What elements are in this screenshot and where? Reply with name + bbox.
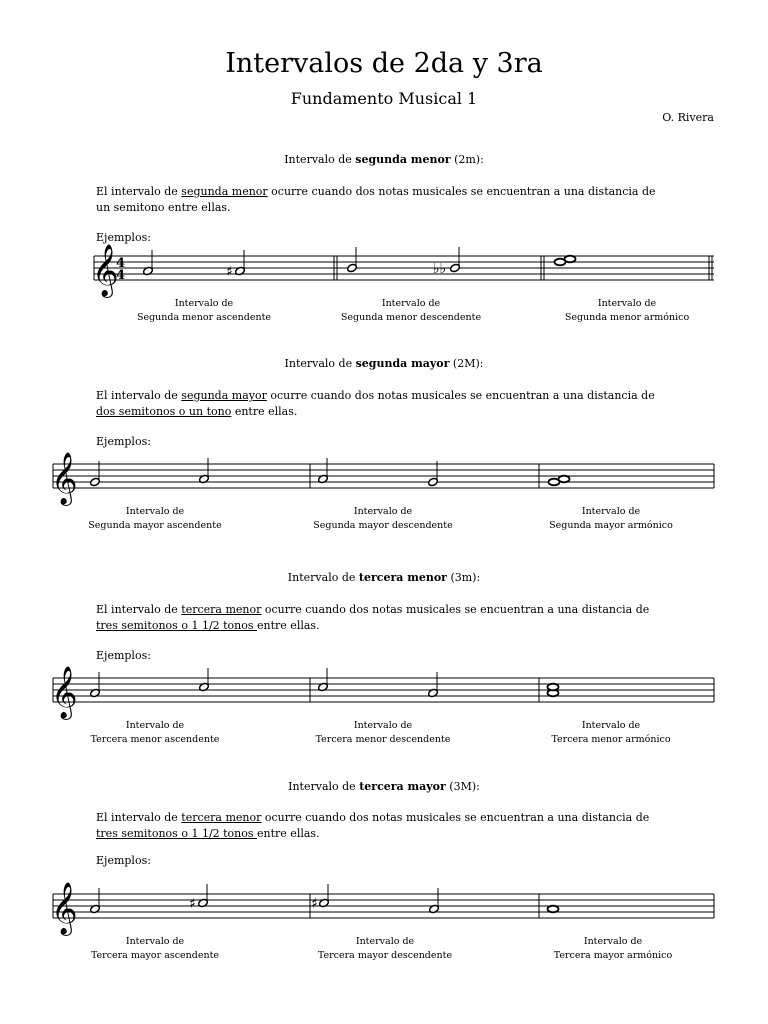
document-subtitle: Fundamento Musical 1 <box>290 89 478 108</box>
sharp-icon: ♯ <box>189 896 196 912</box>
caption-descending: Intervalo de Tercera menor descendente <box>315 720 451 745</box>
treble-clef-icon: 𝄞 <box>92 244 119 296</box>
section-heading: Intervalo de tercera menor (3m): <box>287 571 481 584</box>
caption-descending: Intervalo de Segunda mayor descendente <box>313 506 453 531</box>
section-paragraph: El intervalo de segunda menor ocurre cuando dos notas musicales se encuentran a una distancia de un semitono entre ellas. <box>96 185 656 214</box>
caption-harmonic: Intervalo de Segunda menor armónico <box>564 298 690 323</box>
examples-label: Ejemplos: <box>96 435 151 448</box>
caption-ascending: Intervalo de Tercera menor ascendente <box>90 720 220 745</box>
whole-note-chord <box>548 684 559 697</box>
whole-note-chord <box>555 256 576 266</box>
whole-note-chord <box>549 476 570 486</box>
examples-label: Ejemplos: <box>96 854 151 867</box>
music-staff-3 <box>0 666 768 722</box>
caption-harmonic: Intervalo de Tercera menor armónico <box>551 720 671 745</box>
music-staff-1 <box>0 244 768 300</box>
section-heading: Intervalo de segunda menor (2m): <box>284 153 484 166</box>
music-staff-4 <box>0 882 768 938</box>
treble-clef-icon: 𝄞 <box>51 666 78 718</box>
caption-ascending: Intervalo de Segunda mayor ascendente <box>88 506 222 531</box>
section-heading: Intervalo de segunda mayor (2M): <box>284 357 484 370</box>
caption-descending: Intervalo de Tercera mayor descendente <box>317 936 453 961</box>
document-title: Intervalos de 2da y 3ra <box>225 48 543 79</box>
caption-harmonic: Intervalo de Segunda mayor armónico <box>549 506 673 531</box>
time-signature-bottom: 4 <box>116 268 126 283</box>
author-name: O. Rivera <box>662 111 714 124</box>
treble-clef-icon: 𝄞 <box>51 452 78 504</box>
time-signature-top: 4 <box>116 256 126 271</box>
caption-harmonic: Intervalo de Tercera mayor armónico <box>553 936 673 961</box>
sharp-icon: ♯ <box>311 896 318 912</box>
whole-note <box>548 906 559 913</box>
sharp-icon: ♯ <box>226 264 233 280</box>
caption-ascending: Intervalo de Tercera mayor ascendente <box>90 936 220 961</box>
flat-icon: ♭♭ <box>433 261 447 277</box>
caption-ascending: Intervalo de Segunda menor ascendente <box>136 298 272 323</box>
section-paragraph: El intervalo de segunda mayor ocurre cuando dos notas musicales se encuentran a una distancia de dos semitonos o un tono entre ellas. <box>96 389 655 418</box>
music-staff-2 <box>0 452 768 508</box>
section-paragraph: El intervalo de tercera menor ocurre cuando dos notas musicales se encuentran a una distancia de tres semitonos o 1 1/2 tonos entre ellas. <box>96 811 650 840</box>
section-heading: Intervalo de tercera mayor (3M): <box>288 780 480 793</box>
section-paragraph: El intervalo de tercera menor ocurre cuando dos notas musicales se encuentran a una distancia de tres semitonos o 1 1/2 tonos entre ellas. <box>96 603 650 632</box>
examples-label: Ejemplos: <box>96 649 151 662</box>
examples-label: Ejemplos: <box>96 231 151 244</box>
treble-clef-icon: 𝄞 <box>51 882 78 934</box>
caption-descending: Intervalo de Segunda menor descendente <box>340 298 482 323</box>
